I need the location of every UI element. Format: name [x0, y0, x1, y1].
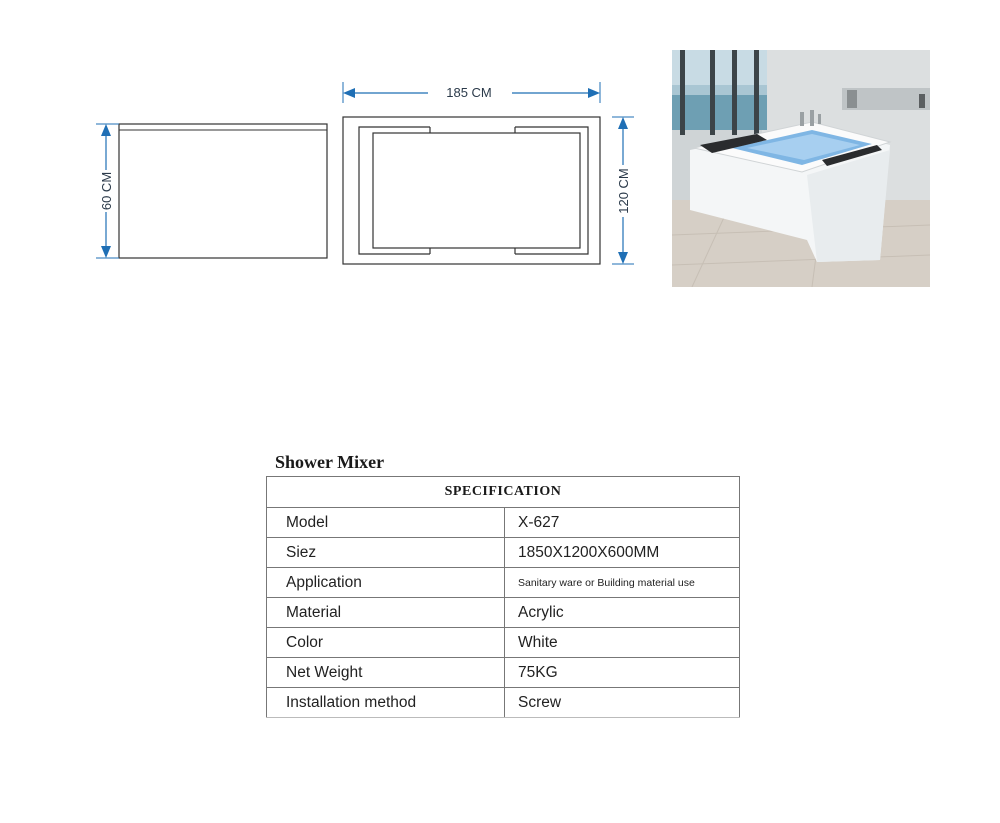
table-header: SPECIFICATION — [267, 477, 740, 508]
spec-key: Installation method — [267, 688, 505, 718]
dimension-185cm — [343, 82, 600, 103]
spec-value: Sanitary ware or Building material use — [505, 568, 740, 598]
table-row — [267, 568, 740, 598]
spec-value: Acrylic — [505, 598, 740, 628]
spec-value: White — [505, 628, 740, 658]
spec-key: Model — [267, 508, 505, 538]
side-view — [96, 124, 327, 258]
technical-drawing — [0, 0, 660, 300]
spec-value: 75KG — [505, 658, 740, 688]
table-row — [267, 508, 740, 538]
spec-key: Application — [267, 568, 505, 598]
table-row — [267, 628, 740, 658]
specification-table — [266, 476, 740, 718]
spec-value: X-627 — [505, 508, 740, 538]
dimension-60cm — [99, 124, 114, 258]
height-side-label: 60 CM — [99, 171, 114, 211]
table-row — [267, 688, 740, 718]
dimension-120cm — [612, 117, 634, 264]
depth-label: 120 CM — [616, 168, 631, 214]
table-row — [267, 598, 740, 628]
spec-key: Material — [267, 598, 505, 628]
spec-value: Screw — [505, 688, 740, 718]
width-label: 185 CM — [446, 85, 492, 100]
spec-key: Net Weight — [267, 658, 505, 688]
bathtub-photo — [672, 50, 930, 287]
table-row — [267, 538, 740, 568]
section-title: Shower Mixer — [275, 452, 385, 472]
spec-key: Color — [267, 628, 505, 658]
spec-value: 1850X1200X600MM — [505, 538, 740, 568]
table-header-row — [267, 477, 740, 508]
top-view — [343, 117, 600, 264]
table-row — [267, 658, 740, 688]
spec-key: Siez — [267, 538, 505, 568]
